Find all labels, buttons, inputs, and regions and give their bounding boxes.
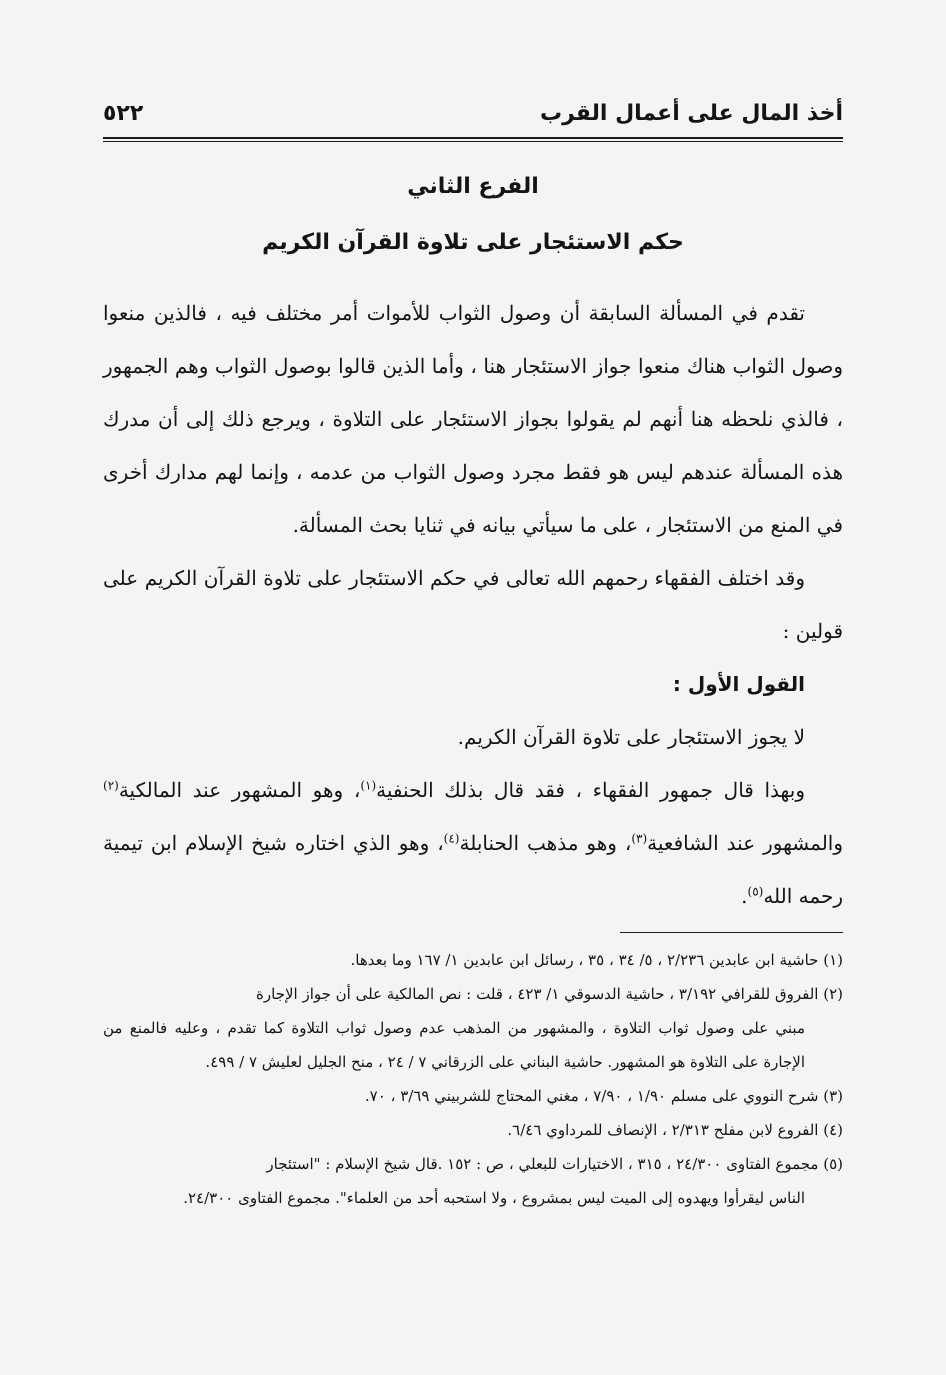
footnote-5-continuation: الناس ليقرأوا ويهدوه إلى الميت ليس بمشروع ، ولا استحبه أحد من العلماء". مجموع الفتاوى ٢٤/٣٠٠. xyxy=(183,1189,805,1207)
footnote-1: (١) حاشية ابن عابدين ٢/٢٣٦ ، ٥/ ٣٤ ، ٣٥ ، رسائل ابن عابدين ١/ ١٦٧ وما بعدها. xyxy=(350,951,843,969)
supporters-segment: وبهذا قال جمهور الفقهاء ، فقد قال بذلك الحنفية xyxy=(376,778,805,802)
footnote-ref-3[interactable]: (٣) xyxy=(631,831,648,846)
section-subtitle: حكم الاستئجار على تلاوة القرآن الكريم xyxy=(262,230,684,255)
footnote-5: (٥) مجموع الفتاوى ٢٤/٣٠٠ ، ٣١٥ ، الاختيارات للبعلي ، ص : ١٥٢ .قال شيخ الإسلام : "استئجار xyxy=(266,1155,843,1173)
supporters-segment: . xyxy=(741,884,748,908)
header-rule-thin xyxy=(103,141,843,142)
header-rule xyxy=(103,137,843,139)
paragraph-supporters xyxy=(103,764,843,923)
supporters-segment: ، وهو المشهور عند المالكية xyxy=(118,778,361,802)
footnote-ref-1[interactable]: (١) xyxy=(360,778,377,793)
footnote-4: (٤) الفروع لابن مفلح ٢/٣١٣ ، الإنصاف للمرداوي ٦/٤٦. xyxy=(507,1121,843,1139)
footnotes xyxy=(103,943,843,1215)
paragraph-intro: تقدم في المسألة السابقة أن وصول الثواب للأموات أمر مختلف فيه ، فالذين منعوا وصول الثواب هناك منعوا جواز الاستئجار هنا ، وأما الذين قالوا بوصول الثواب وهم الجمهور ، فالذي نلحظه هنا أنهم لم يقولوا بجواز الاستئجار على التلاوة ، ويرجع ذلك إلى أن مدرك هذه المسألة عندهم ليس هو فقط مجرد وصول الثواب من عدمه ، وإنما لهم مدارك أخرى في المنع من الاستئجار ، على ما سيأتي بيانه في ثنايا بحث المسألة. xyxy=(103,301,843,537)
supporters-segment: ، وهو الذي اختاره شيخ الإسلام ابن تيمية رحمه الله xyxy=(103,831,843,908)
footnote-2: (٢) الفروق للقرافي ٣/١٩٢ ، حاشية الدسوقي ١/ ٤٢٣ ، قلت : نص المالكية على أن جواز الإجارة xyxy=(256,985,843,1003)
footnote-separator xyxy=(620,932,843,933)
body-text xyxy=(103,287,843,923)
footnote-ref-5[interactable]: (٥) xyxy=(747,884,764,899)
running-title: أخذ المال على أعمال القرب xyxy=(539,101,843,126)
footnote-3: (٣) شرح النووي على مسلم ١/٩٠ ، ٧/٩٠ ، مغني المحتاج للشربيني ٣/٦٩ ، ٧٠. xyxy=(364,1087,843,1105)
page-number: ٥٢٢ xyxy=(103,101,144,126)
supporters-segment: ، وهو مذهب الحنابلة xyxy=(459,831,632,855)
first-opinion-heading: القول الأول : xyxy=(672,672,805,696)
paragraph-disagreement: وقد اختلف الفقهاء رحمهم الله تعالى في حكم الاستئجار على تلاوة القرآن الكريم على قولين : xyxy=(103,566,843,643)
supporters-segment: والمشهور عند الشافعية xyxy=(647,831,843,855)
section-title: الفرع الثاني xyxy=(407,174,539,199)
first-opinion-text: لا يجوز الاستئجار على تلاوة القرآن الكريم. xyxy=(457,725,805,749)
footnote-ref-4[interactable]: (٤) xyxy=(443,831,460,846)
footnote-2-continuation: مبني على وصول ثواب التلاوة ، والمشهور من المذهب عدم وصول ثواب التلاوة كما تقدم ، وعليه فالمنع من الإجارة على التلاوة هو المشهور. حاشية البناني على الزرقاني ٧ / ٢٤ ، منح الجليل لعليش ٧ / ٤٩٩. xyxy=(103,1019,805,1071)
footnote-ref-2[interactable]: (٢) xyxy=(103,778,119,793)
